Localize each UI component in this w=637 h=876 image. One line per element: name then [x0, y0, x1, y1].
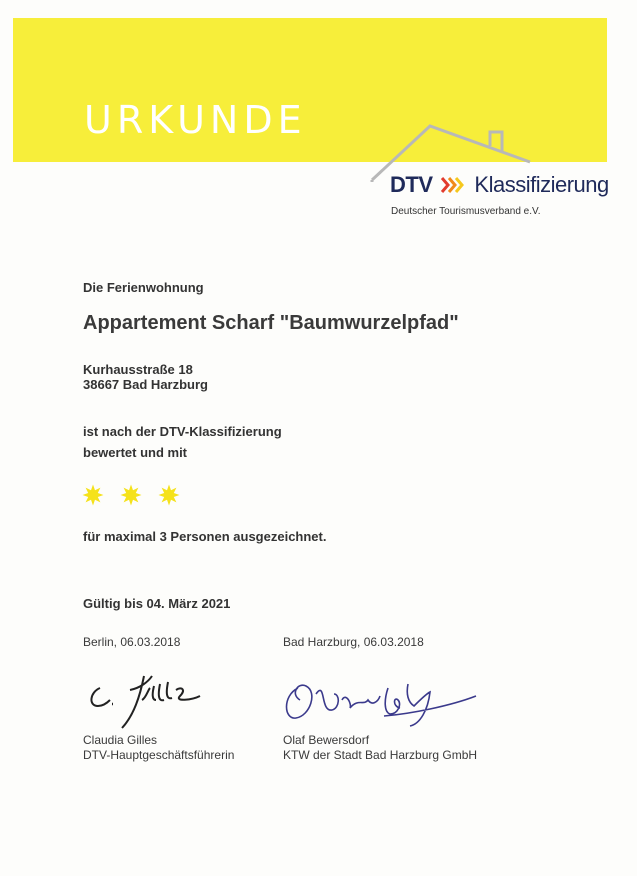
- star-rating: [82, 484, 196, 511]
- statement-line-1: ist nach der DTV-Klassifizierung: [83, 424, 282, 439]
- address-line-2: 38667 Bad Harzburg: [83, 377, 208, 392]
- signer-2-role: KTW der Stadt Bad Harzburg GmbH: [283, 748, 478, 762]
- star-icon: [120, 484, 142, 506]
- address-line-1: Kurhausstraße 18: [83, 362, 193, 377]
- logo-subtitle: Deutscher Tourismusverband e.V.: [391, 206, 541, 217]
- logo-brand: DTV: [390, 172, 433, 197]
- signer-1-role: DTV-Hauptgeschäftsführerin: [83, 748, 235, 762]
- signature-2: [280, 670, 480, 730]
- intro-text: Die Ferienwohnung: [83, 280, 204, 295]
- signature-1: [82, 660, 232, 735]
- award-text: für maximal 3 Personen ausgezeichnet.: [83, 529, 327, 544]
- signer-1-name: Claudia Gilles: [83, 733, 158, 747]
- dtv-logo: [390, 172, 609, 198]
- validity-text: Gültig bis 04. März 2021: [83, 596, 231, 611]
- place-date-1: Berlin, 06.03.2018: [83, 635, 181, 649]
- property-name: Appartement Scharf "Baumwurzelpfad": [83, 312, 459, 334]
- logo-name: Klassifizierung: [474, 172, 609, 197]
- star-icon: [158, 484, 180, 506]
- signer-2-name: Olaf Bewersdorf: [283, 733, 370, 747]
- statement-line-2: bewertet und mit: [83, 445, 188, 460]
- chevron-arrows-icon: [440, 176, 466, 194]
- place-date-2: Bad Harzburg, 06.03.2018: [283, 635, 424, 649]
- star-icon: [82, 484, 104, 506]
- certificate-title: URKUNDE: [84, 98, 307, 142]
